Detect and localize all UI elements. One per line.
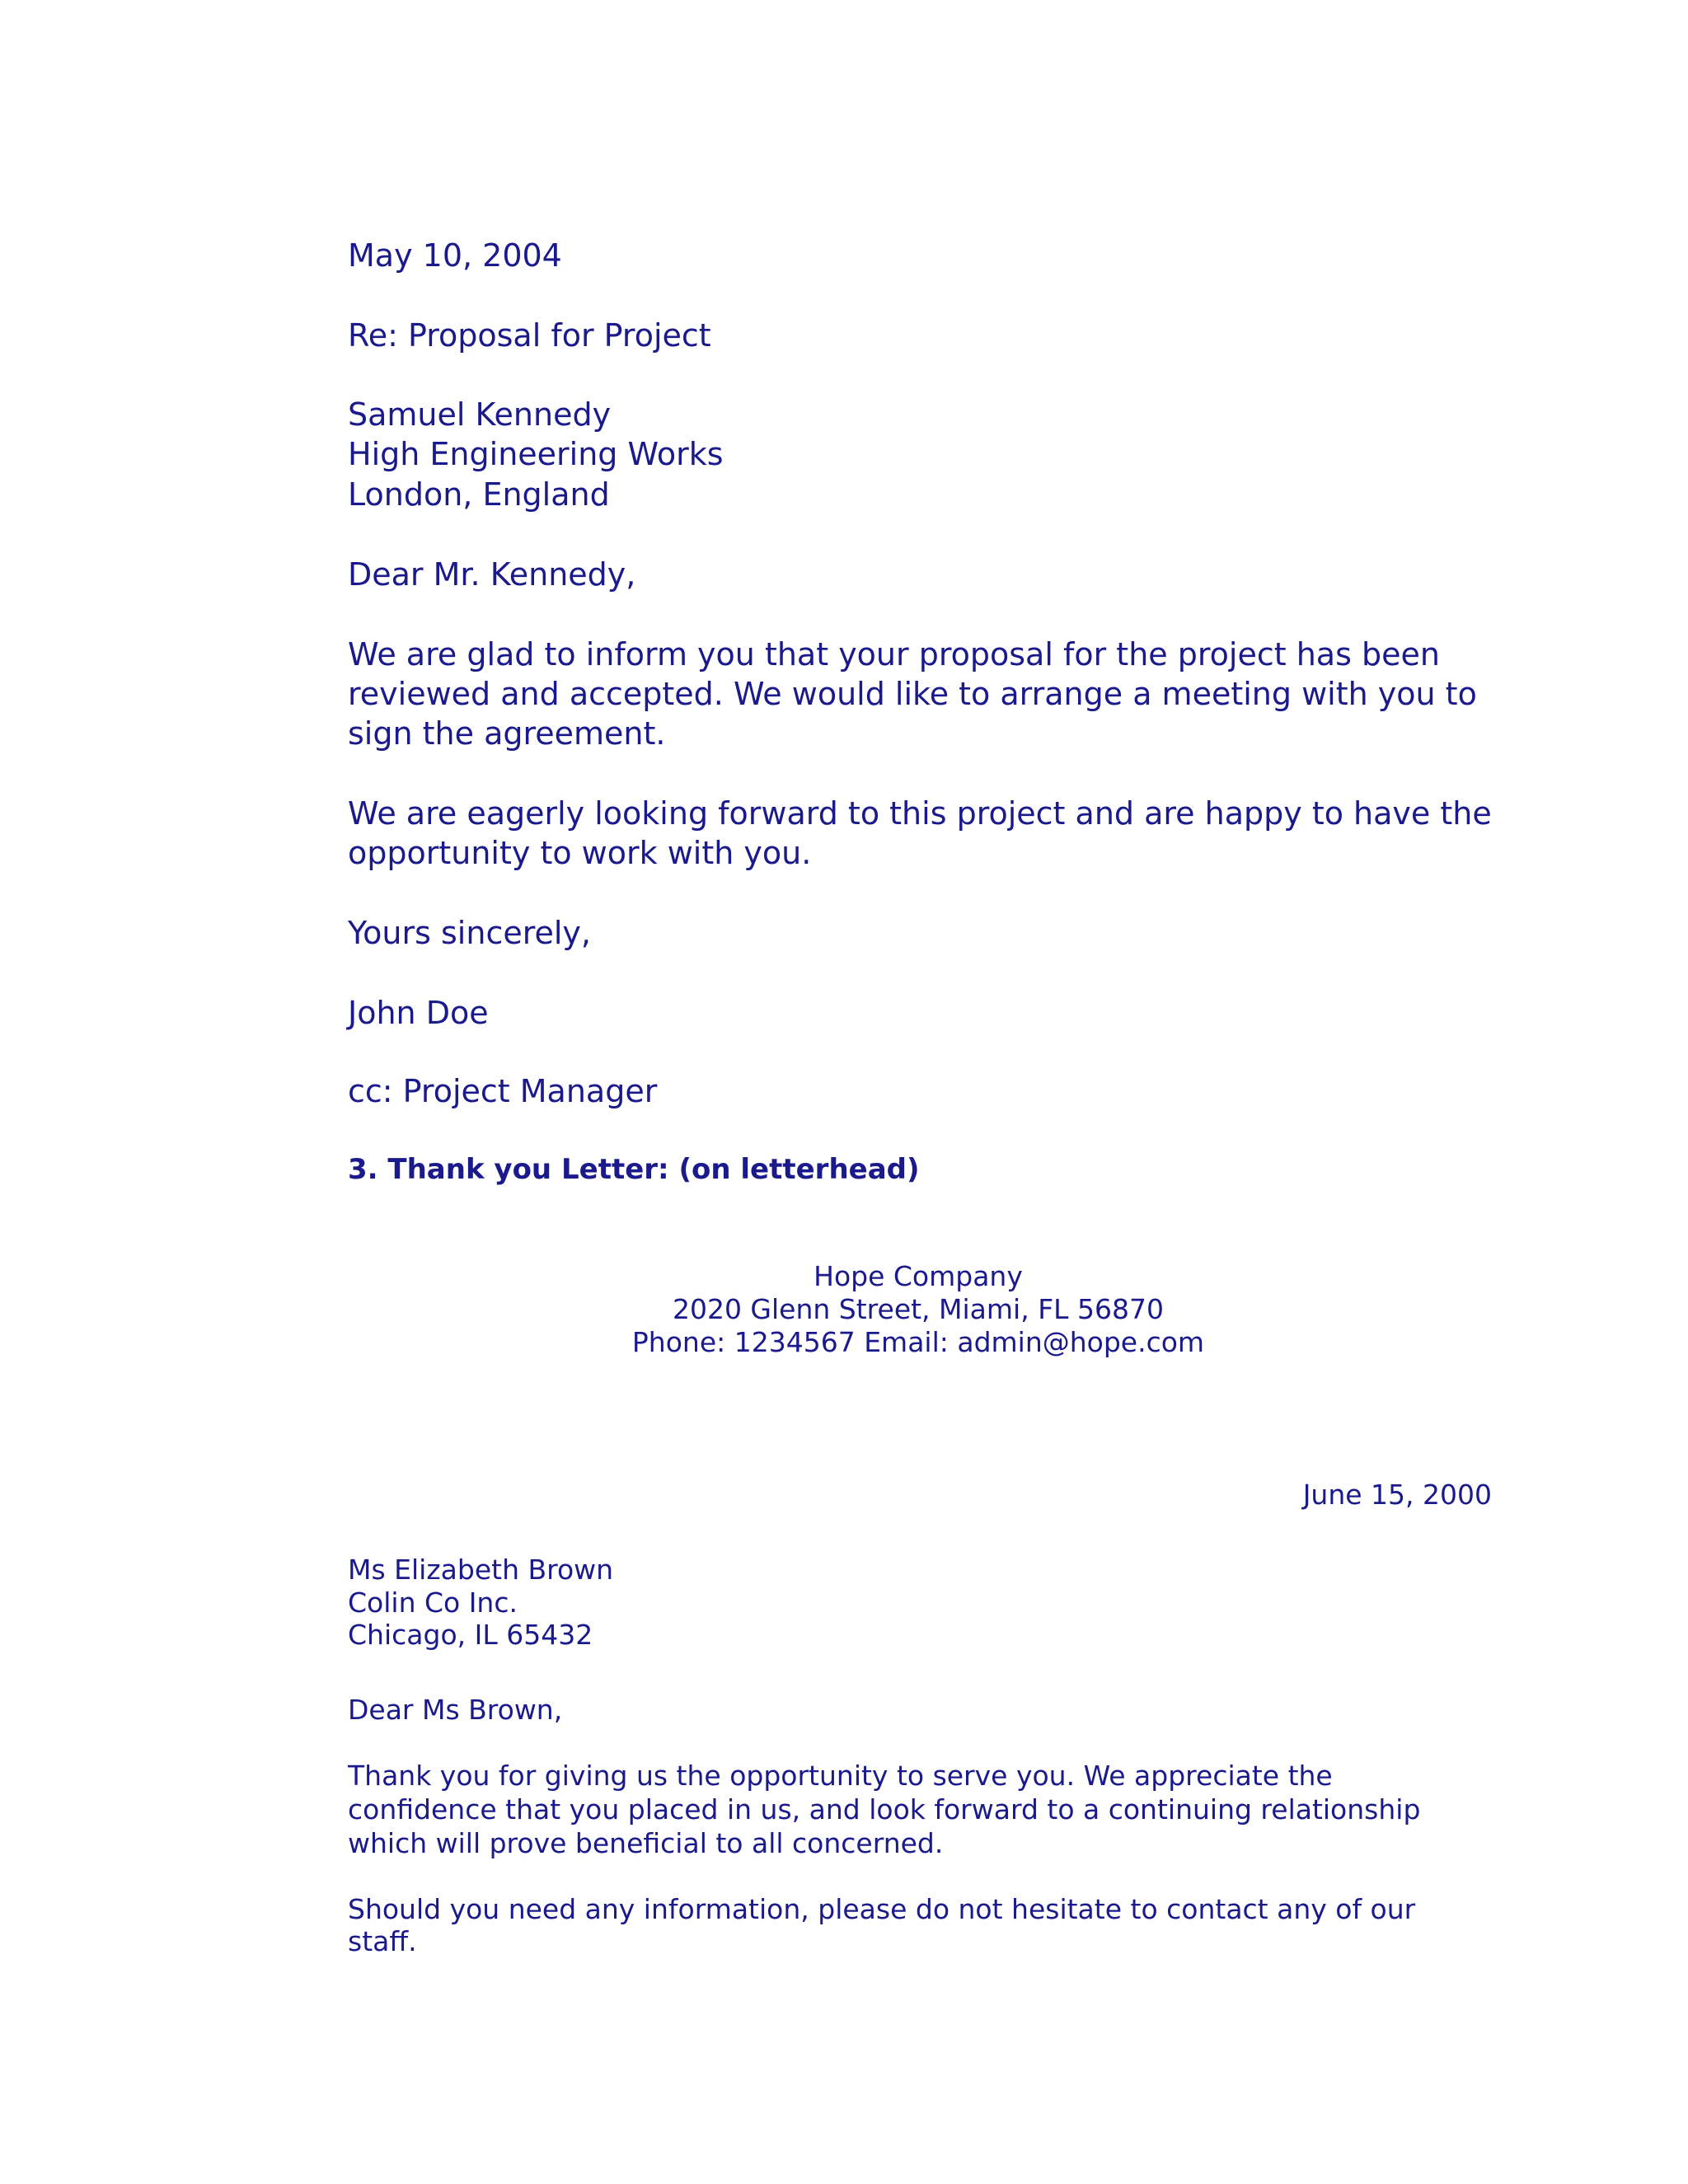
letter1-signature: John Doe bbox=[348, 995, 489, 1031]
letter2-paragraph1-line: Thank you for giving us the opportunity to serve you. We appreciate the bbox=[348, 1760, 1333, 1792]
letter1-recipient-name: Samuel Kennedy bbox=[348, 396, 612, 433]
letter2-date: June 15, 2000 bbox=[1302, 1479, 1492, 1511]
letter1-date: May 10, 2004 bbox=[348, 237, 562, 274]
section-heading: 3. Thank you Letter: (on letterhead) bbox=[348, 1153, 920, 1186]
letter2-paragraph2-line: staff. bbox=[348, 1925, 417, 1957]
letterhead-address: 2020 Glenn Street, Miami, FL 56870 bbox=[672, 1293, 1165, 1325]
letter1-paragraph1-line: sign the agreement. bbox=[348, 715, 666, 752]
letter1-subject: Re: Proposal for Project bbox=[348, 317, 711, 354]
letter1-salutation: Dear Mr. Kennedy, bbox=[348, 556, 636, 593]
letter2-paragraph1-line: which will prove beneficial to all concerned. bbox=[348, 1827, 944, 1859]
letter2-salutation: Dear Ms Brown, bbox=[348, 1694, 563, 1726]
letter1-cc: cc: Project Manager bbox=[348, 1073, 658, 1109]
letter2-paragraph1-line: confidence that you placed in us, and look forward to a continuing relationship bbox=[348, 1793, 1421, 1825]
letter1-closing: Yours sincerely, bbox=[348, 915, 592, 951]
letter2-recipient-company: Colin Co Inc. bbox=[348, 1586, 518, 1619]
letter1-recipient-location: London, England bbox=[348, 476, 610, 513]
letter1-paragraph2-line: opportunity to work with you. bbox=[348, 835, 812, 871]
letter1-paragraph1-line: We are glad to inform you that your proposal for the project has been bbox=[348, 636, 1440, 673]
letter2-recipient-location: Chicago, IL 65432 bbox=[348, 1619, 593, 1651]
letter1-paragraph1-line: reviewed and accepted. We would like to arrange a meeting with you to bbox=[348, 676, 1477, 712]
letterhead-contact: Phone: 1234567 Email: admin@hope.com bbox=[631, 1326, 1205, 1358]
letterhead-company: Hope Company bbox=[814, 1260, 1023, 1292]
letter1-recipient-company: High Engineering Works bbox=[348, 436, 724, 472]
letter2-paragraph2-line: Should you need any information, please do not hesitate to contact any of our bbox=[348, 1893, 1416, 1925]
letter2-recipient-name: Ms Elizabeth Brown bbox=[348, 1554, 614, 1586]
letter1-paragraph2-line: We are eagerly looking forward to this project and are happy to have the bbox=[348, 795, 1492, 832]
